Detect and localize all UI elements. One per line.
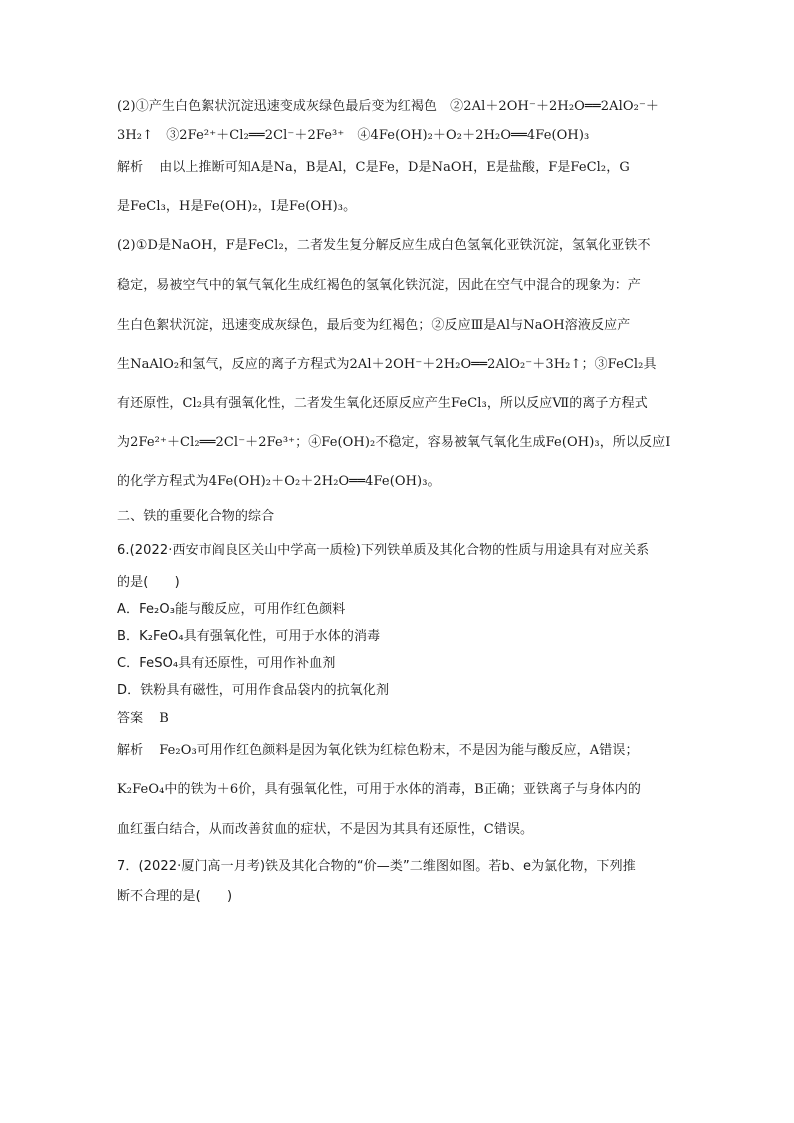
question-6-stem-2: 的是( ) <box>117 575 180 590</box>
answer-line-2: 3H₂↑ ③2Fe²⁺＋Cl₂══2Cl⁻＋2Fe³⁺ ④4Fe(OH)₂＋O₂＋2H₂O══4Fe(OH)₃ <box>117 128 590 143</box>
analysis-line-9: 的化学方程式为4Fe(OH)₂＋O₂＋2H₂O══4Fe(OH)₃。 <box>117 474 441 489</box>
analysis-line-2: 是FeCl₃，H是Fe(OH)₂，I是Fe(OH)₃。 <box>117 199 357 214</box>
question-6-analysis-2: K₂FeO₄中的铁为＋6价，具有强氧化性，可用于水体的消毒，B正确；亚铁离子与身体内的 <box>117 782 641 797</box>
analysis-line-6: 生NaAlO₂和氢气，反应的离子方程式为2Al＋2OH⁻＋2H₂O══2AlO₂⁻＋3H₂↑；③FeCl₂具 <box>117 357 657 372</box>
question-6-answer <box>117 709 169 729</box>
analysis-text: Fe₂O₃可用作红色颜料是因为氧化铁为红棕色粉末，不是因为能与酸反应，A错误； <box>159 743 639 758</box>
answer-line-1: (2)①产生白色絮状沉淀迅速变成灰绿色最后变为红褐色 ②2Al＋2OH⁻＋2H₂O══2AlO₂⁻＋ <box>117 99 660 114</box>
question-6-stem-1: 6.(2022·西安市阎良区关山中学高一质检)下列铁单质及其化合物的性质与用途具有对应关系 <box>117 543 650 558</box>
analysis-line-3: (2)①D是NaOH，F是FeCl₂，二者发生复分解反应生成白色氢氧化亚铁沉淀，氢氧化亚铁不 <box>117 238 651 253</box>
analysis-label: 解析 <box>117 160 144 175</box>
analysis-line-8: 为2Fe²⁺＋Cl₂══2Cl⁻＋2Fe³⁺；④Fe(OH)₂不稳定，容易被氧气氧化生成Fe(OH)₃，所以反应Ⅰ <box>117 435 671 450</box>
analysis-line-7: 有还原性，Cl₂具有强氧化性，二者发生氧化还原反应产生FeCl₃，所以反应Ⅶ的离子方程式 <box>117 396 648 411</box>
question-7-stem-2: 断不合理的是( ) <box>117 889 233 904</box>
question-6-option-d: D．铁粉具有磁性，可用作食品袋内的抗氧化剂 <box>117 683 390 698</box>
analysis-line-5: 生白色絮状沉淀，迅速变成灰绿色，最后变为红褐色；②反应Ⅲ是Al与NaOH溶液反应产 <box>117 318 631 333</box>
section-heading: 二、铁的重要化合物的综合 <box>117 509 275 524</box>
answer-value: B <box>159 711 169 726</box>
question-6-option-a: A．Fe₂O₃能与酸反应，可用作红色颜料 <box>117 602 346 617</box>
analysis-text: 由以上推断可知A是Na，B是Al，C是Fe，D是NaOH，E是盐酸，F是FeCl₂，G <box>159 160 630 175</box>
question-6-option-b: B．K₂FeO₄具有强氧化性，可用于水体的消毒 <box>117 629 381 644</box>
question-6-option-c: C．FeSO₄具有还原性，可用作补血剂 <box>117 656 336 671</box>
question-6-analysis-3: 血红蛋白结合，从而改善贫血的症状，不是因为其具有还原性，C错误。 <box>117 822 534 837</box>
analysis-line-1 <box>117 158 630 178</box>
question-7-stem-1: 7．(2022·厦门高一月考)铁及其化合物的“价—类”二维图如图。若b、e为氯化物，下列推 <box>117 859 636 874</box>
question-6-analysis-1 <box>117 741 639 761</box>
analysis-line-4: 稳定，易被空气中的氧气氧化生成红褐色的氢氧化铁沉淀，因此在空气中混合的现象为：产 <box>117 278 642 293</box>
analysis-label: 解析 <box>117 743 144 758</box>
answer-label: 答案 <box>117 711 144 726</box>
